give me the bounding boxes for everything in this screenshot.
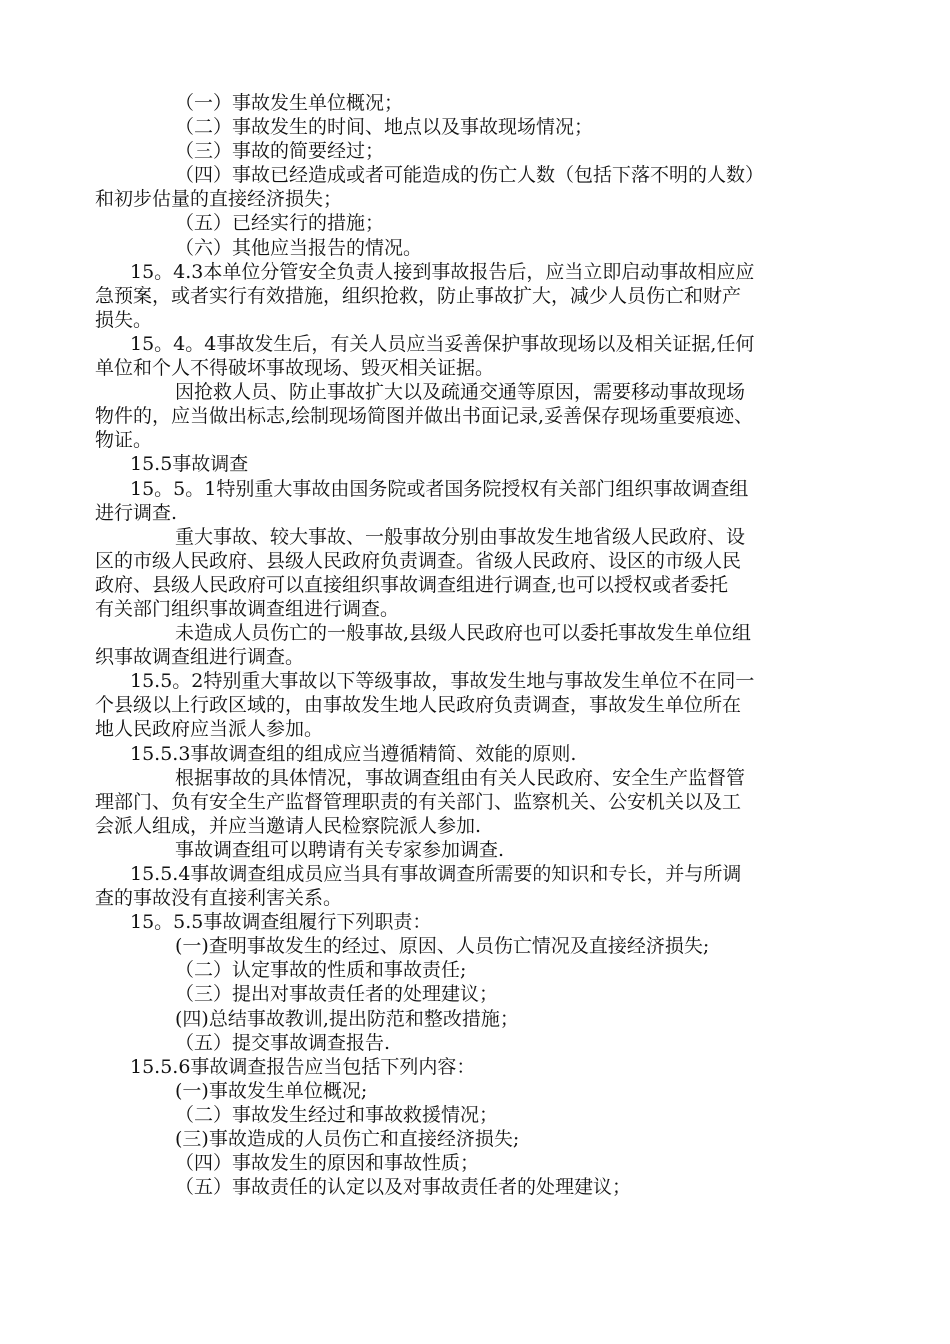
text-line: 区的市级人民政府、县级人民政府负责调查。省级人民政府、设区的市级人民: [95, 549, 742, 572]
text-line: 未造成人员伤亡的一般事故,县级人民政府也可以委托事故发生单位组: [175, 622, 752, 645]
text-line: 15。4.3本单位分管安全负责人接到事故报告后，应当立即启动事故相应应: [130, 260, 755, 283]
text-line: (三)事故造成的人员伤亡和直接经济损失;: [175, 1128, 520, 1151]
text-line: 单位和个人不得破坏事故现场、毁灭相关证据。: [95, 357, 495, 380]
text-line: 个县级以上行政区域的，由事故发生地人民政府负责调查，事故发生单位所在: [95, 694, 742, 717]
text-line: 根据事故的具体情况，事故调查组由有关人民政府、安全生产监督管: [175, 766, 746, 789]
text-line: （五）已经实行的措施；: [175, 212, 385, 235]
text-line: （六）其他应当报告的情况。: [175, 236, 423, 259]
text-line: 15.5。2特别重大事故以下等级事故，事故发生地与事故发生单位不在同一: [130, 670, 755, 693]
text-line: 织事故调查组进行调查。: [95, 646, 305, 669]
text-line: 有关部门组织事故调查组进行调查。: [95, 597, 400, 620]
text-line: 重大事故、较大事故、一般事故分别由事故发生地省级人民政府、设: [175, 525, 746, 548]
document-body: [95, 91, 865, 1199]
text-line: （四）事故发生的原因和事故性质；: [175, 1152, 480, 1175]
text-line: (四)总结事故教训,提出防范和整改措施；: [175, 1007, 519, 1030]
text-line: 政府、县级人民政府可以直接组织事故调查组进行调查,也可以授权或者委托: [95, 573, 729, 596]
text-line: 15.5.4事故调查组成员应当具有事故调查所需要的知识和专长，并与所调: [130, 863, 742, 885]
text-line: 会派人组成，并应当邀请人民检察院派人参加.: [95, 814, 482, 837]
text-line: 15。4。4事故发生后，有关人员应当妥善保护事故现场以及相关证据,任何: [130, 332, 755, 355]
text-line: 15.5.6事故调查报告应当包括下列内容：: [130, 1055, 476, 1078]
text-line: 因抢救人员、防止事故扩大以及疏通交通等原因，需要移动事故现场: [175, 381, 746, 404]
text-line: 损失。: [95, 308, 153, 331]
text-line: （一）事故发生单位概况；: [175, 92, 404, 114]
text-line: 15.5事故调查: [130, 453, 249, 476]
text-line: （二）事故发生经过和事故救援情况；: [175, 1103, 499, 1126]
text-line: (一)事故发生单位概况;: [175, 1079, 368, 1102]
text-line: 15.5.3事故调查组的组成应当遵循精简、效能的原则.: [130, 742, 577, 765]
text-line: （二）认定事故的性质和事故责任;: [175, 959, 467, 982]
text-line: 事故调查组可以聘请有关专家参加调查.: [175, 838, 505, 861]
text-line: （二）事故发生的时间、地点以及事故现场情况；: [175, 116, 594, 139]
text-line: (一)查明事故发生的经过、原因、人员伤亡情况及直接经济损失;: [175, 935, 710, 958]
text-line: 物证。: [95, 429, 153, 452]
text-line: 理部门、负有安全生产监督管理职责的有关部门、监察机关、公安机关以及工: [95, 790, 742, 813]
text-line: 15。5。1特别重大事故由国务院或者国务院授权有关部门组织事故调查组: [130, 477, 749, 500]
text-line: （四）事故已经造成或者可能造成的伤亡人数（包括下落不明的人数）: [175, 164, 765, 187]
text-line: （五）提交事故调查报告.: [175, 1031, 391, 1054]
text-line: 物件的，应当做出标志,绘制现场简图并做出书面记录,妥善保存现场重要痕迹、: [95, 405, 754, 428]
text-line: 查的事故没有直接利害关系。: [95, 887, 343, 910]
text-line: （五）事故责任的认定以及对事故责任者的处理建议；: [175, 1176, 632, 1199]
text-line: （三）事故的简要经过；: [175, 140, 385, 163]
text-line: 和初步估量的直接经济损失；: [95, 188, 343, 211]
text-line: 急预案，或者实行有效措施，组织抢救，防止事故扩大，减少人员伤亡和财产: [95, 284, 742, 307]
text-line: （三）提出对事故责任者的处理建议；: [175, 983, 499, 1006]
text-line: 地人民政府应当派人参加。: [95, 718, 324, 741]
text-line: 进行调查.: [95, 501, 178, 524]
text-line: 15。5.5事故调查组履行下列职责：: [130, 911, 432, 934]
